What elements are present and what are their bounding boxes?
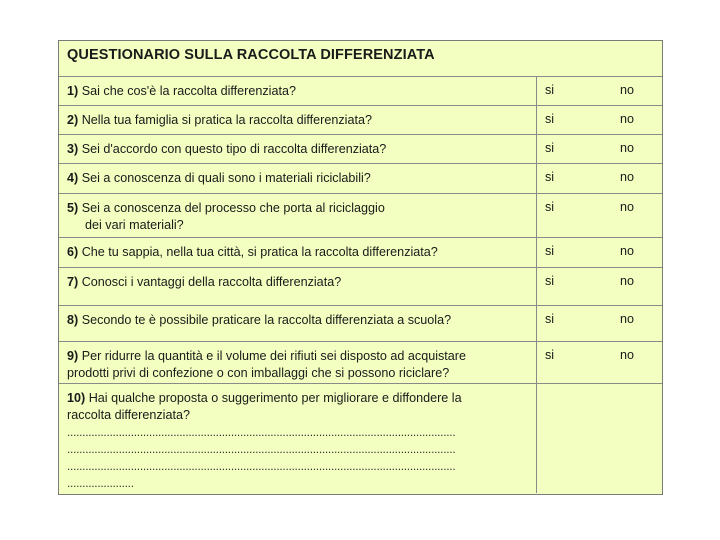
question-number: 5) [67, 201, 79, 215]
question-number: 1) [67, 84, 79, 98]
answer-yes-option[interactable]: si [545, 170, 555, 184]
question-label: Hai qualche proposta o suggerimento per migliorare e diffondere la [88, 391, 462, 405]
question-row-4 [59, 164, 662, 194]
question-number: 4) [67, 171, 79, 185]
question-label: Secondo te è possibile praticare la raccolta differenziata a scuola? [81, 313, 452, 327]
question-number: 2) [67, 113, 79, 127]
question-row-7 [59, 268, 662, 306]
questionnaire-table [58, 40, 663, 495]
question-text [59, 342, 537, 383]
answer-no-option[interactable]: no [620, 348, 635, 362]
question-text [59, 306, 537, 341]
question-label: Nella tua famiglia si pratica la raccolta differenziata? [81, 113, 372, 127]
question-text [59, 106, 537, 134]
question-label: Sei d'accordo con questo tipo di raccolta differenziata? [81, 142, 387, 156]
question-label-continued: dei vari materiali? [85, 218, 184, 232]
question-number: 9) [67, 349, 79, 363]
answer-no-option[interactable]: no [620, 141, 635, 155]
answer-yes-option[interactable]: si [545, 83, 555, 97]
answer-no-option[interactable]: no [620, 112, 635, 126]
question-number: 6) [67, 245, 79, 259]
question-label-continued: raccolta differenziata? [67, 408, 190, 422]
question-text [59, 268, 537, 305]
answer-yes-option[interactable]: si [545, 348, 555, 362]
answer-no-option[interactable]: no [620, 170, 635, 184]
answer-yes-option[interactable]: si [545, 274, 555, 288]
page-title: QUESTIONARIO SULLA RACCOLTA DIFFERENZIATA [59, 41, 662, 77]
answer-no-option[interactable]: no [620, 312, 635, 326]
answer-no-option[interactable]: no [620, 200, 635, 214]
question-row-9 [59, 342, 662, 384]
question-label: Sai che cos'è la raccolta differenziata? [81, 84, 296, 98]
answer-yes-option[interactable]: si [545, 141, 555, 155]
open-question [59, 384, 537, 493]
question-row-1 [59, 77, 662, 106]
question-number: 3) [67, 142, 79, 156]
question-row-10 [59, 384, 662, 493]
question-text [59, 77, 537, 105]
answer-no-option[interactable]: no [620, 83, 635, 97]
answer-line[interactable]: ................................................................................................................................ [67, 442, 456, 456]
answer-yes-option[interactable]: si [545, 312, 555, 326]
question-list [59, 77, 662, 493]
question-row-6 [59, 238, 662, 268]
question-label: Per ridurre la quantità e il volume dei rifiuti sei disposto ad acquistare [81, 349, 467, 363]
answer-yes-option[interactable]: si [545, 200, 555, 214]
answer-line[interactable]: ................................................................................................................................ [67, 459, 456, 473]
answer-yes-option[interactable]: si [545, 112, 555, 126]
question-row-3 [59, 135, 662, 164]
question-number: 10) [67, 391, 86, 405]
question-row-2 [59, 106, 662, 135]
question-text [59, 135, 537, 163]
question-row-8 [59, 306, 662, 342]
question-row-5 [59, 194, 662, 238]
question-text [59, 238, 537, 267]
answer-line[interactable]: ................................................................................................................................ [67, 425, 456, 439]
answer-no-option[interactable]: no [620, 244, 635, 258]
question-label: Sei a conoscenza del processo che porta al riciclaggio [81, 201, 385, 215]
question-text [59, 164, 537, 193]
question-text [59, 194, 537, 237]
question-number: 8) [67, 313, 79, 327]
answer-no-option[interactable]: no [620, 274, 635, 288]
question-label: Che tu sappia, nella tua città, si pratica la raccolta differenziata? [81, 245, 438, 259]
question-label: Sei a conoscenza di quali sono i materiali riciclabili? [81, 171, 371, 185]
question-label-continued: prodotti privi di confezione o con imballaggi che si possono riciclare? [67, 366, 450, 380]
question-number: 7) [67, 275, 79, 289]
answer-line[interactable]: ...................... [67, 476, 134, 490]
answer-yes-option[interactable]: si [545, 244, 555, 258]
question-label: Conosci i vantaggi della raccolta differenziata? [81, 275, 342, 289]
